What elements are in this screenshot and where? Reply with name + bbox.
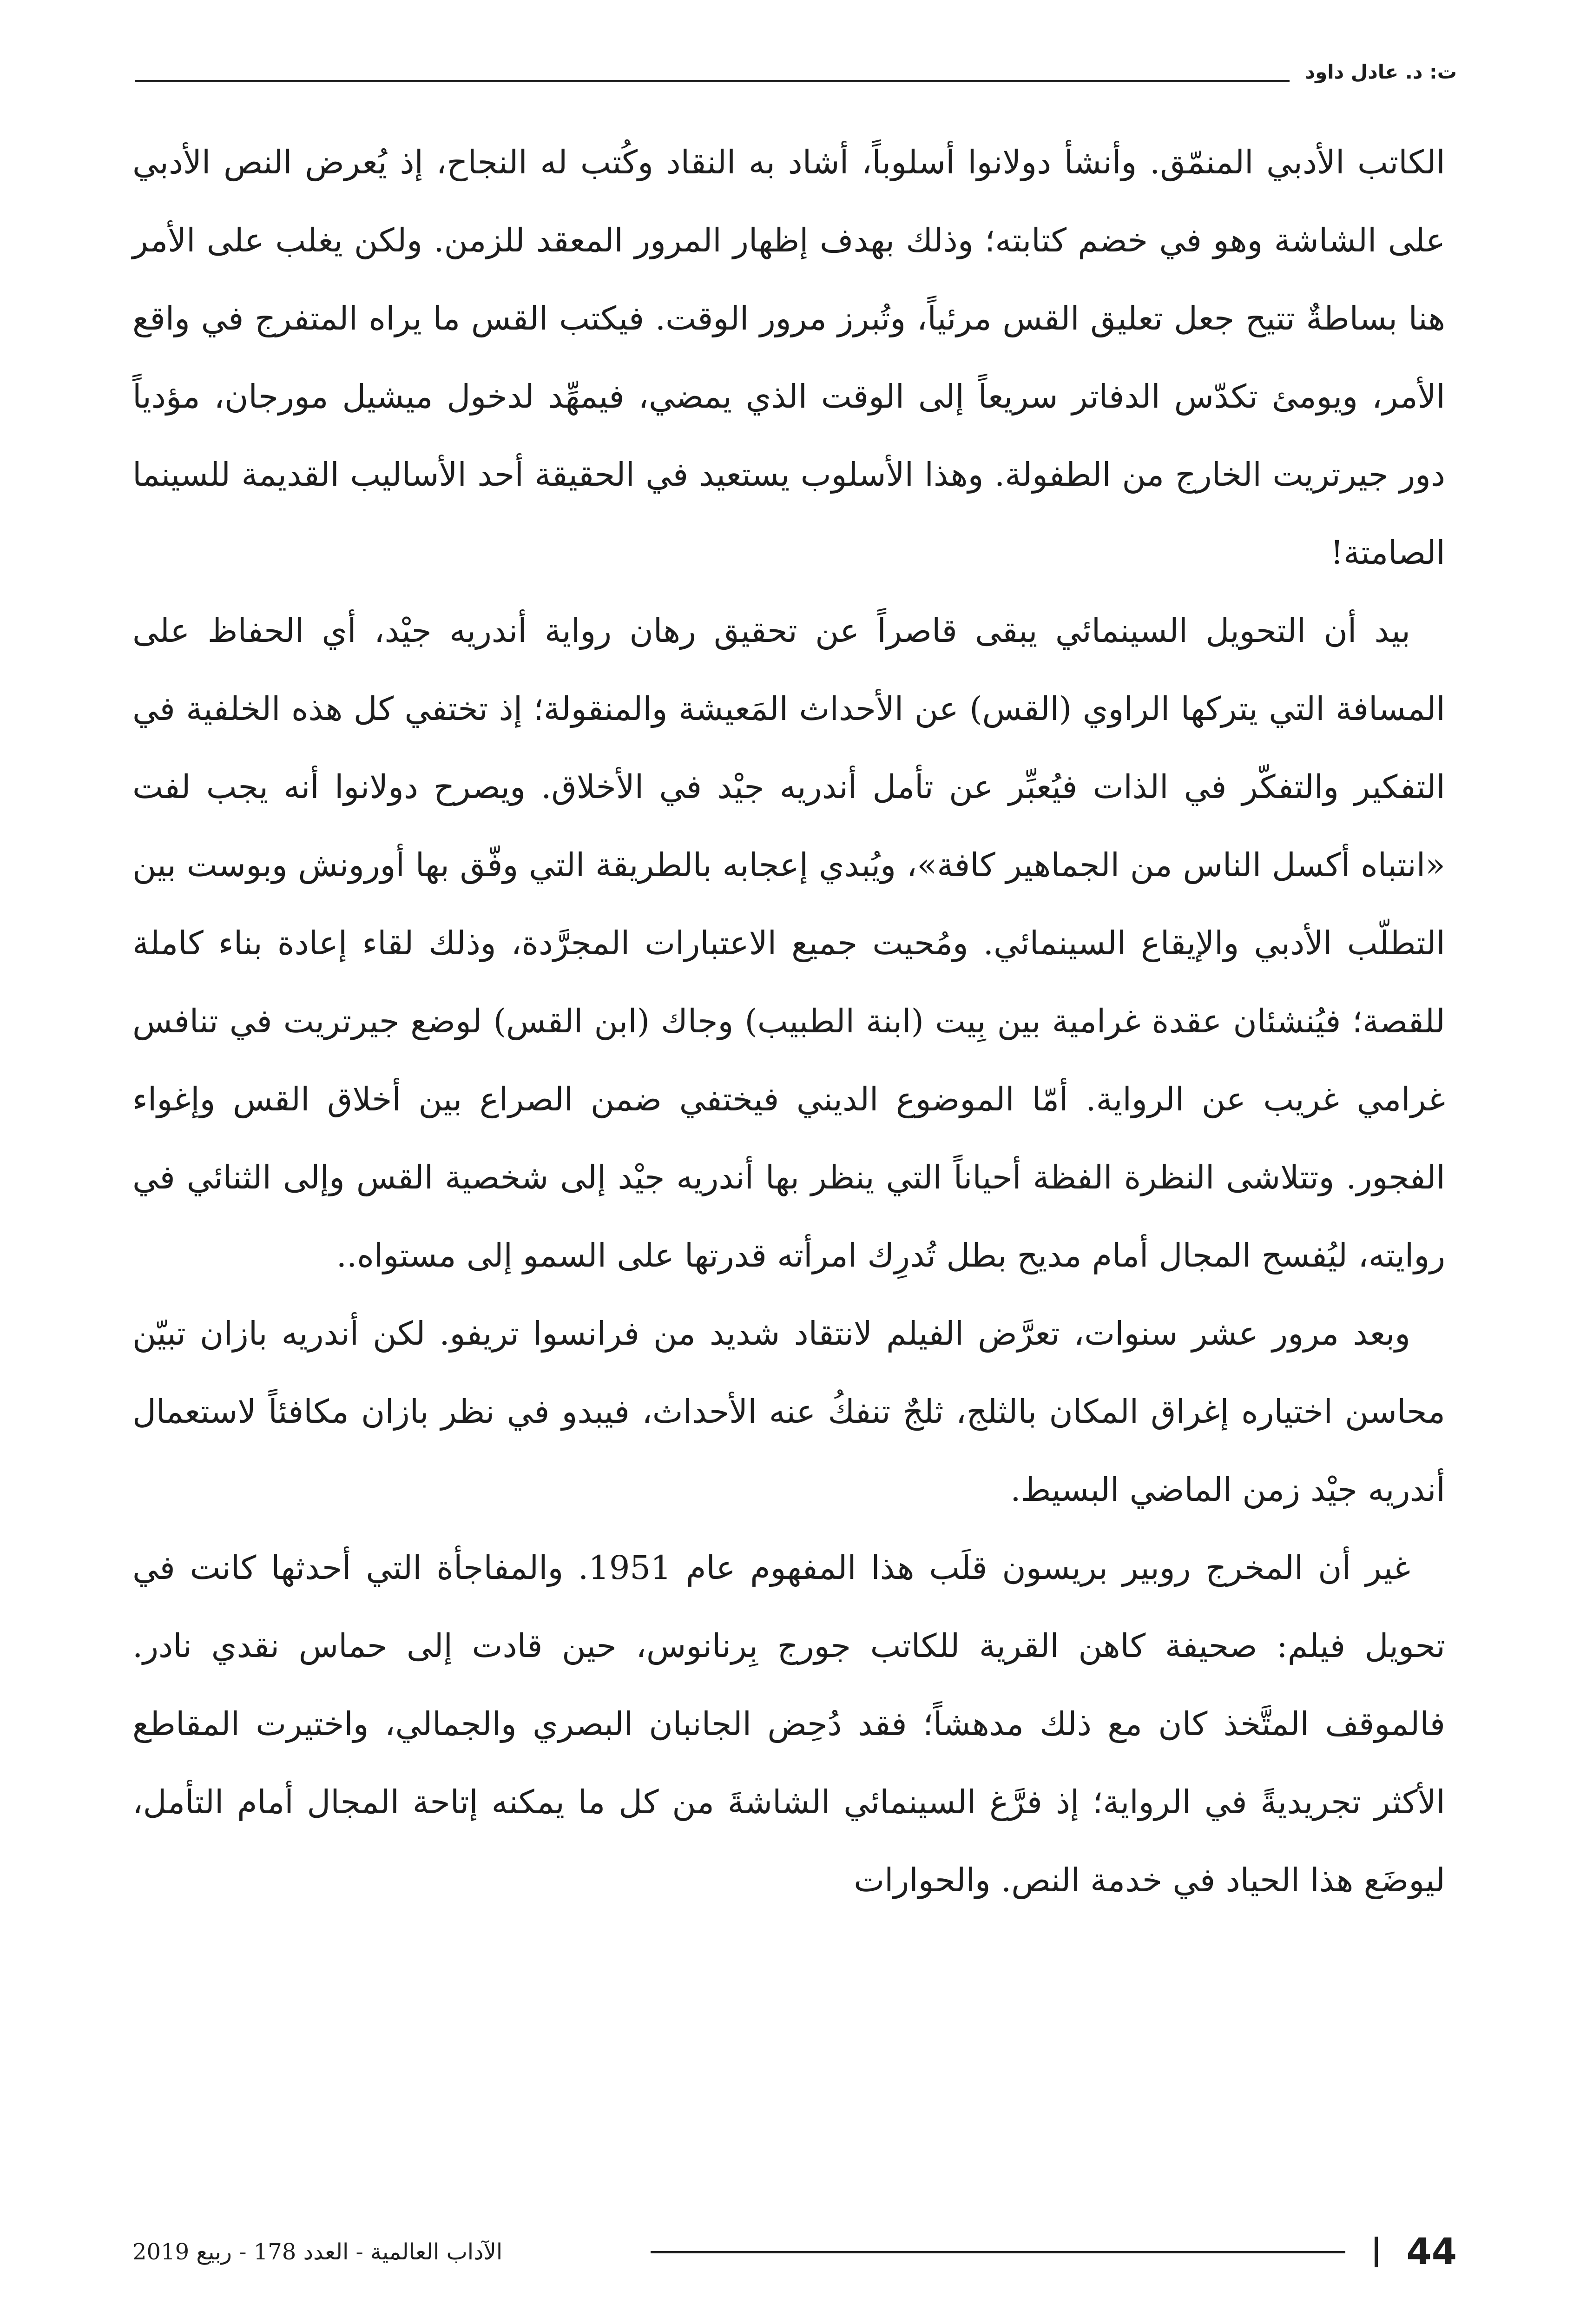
paragraph-1: الكاتب الأدبي المنمّق. وأنشأ دولانوا أسلوباً، أشاد به النقاد وكُتب له النجاح، إذ يُعرض النص الأدبي على الشاشة وهو في خضم كتابته؛ وذلك بهدف إظهار المرور المعقد للزمن. ولكن يغلب على الأمر هنا بساطةٌ تتيح جعل تعليق القس مرئياً، وتُبرز مرور الوقت. فيكتب القس ما يراه المتفرج في واقع الأمر، ويومئ تكدّس الدفاتر سريعاً إلى الوقت الذي يمضي، فيمهِّد لدخول ميشيل مورجان، مؤدياً دور جيرتريت الخارج من الطفولة. وهذا الأسلوب يستعيد في الحقيقة أحد الأساليب القديمة للسينما الصامتة! (132, 143, 1445, 572)
article-body (132, 123, 1445, 1919)
header-author: ت: د. عادل داود (1305, 60, 1457, 83)
header-rule (135, 80, 1290, 82)
paragraph-2: بيد أن التحويل السينمائي يبقى قاصراً عن تحقيق رهان رواية أندريه جيْد، أي الحفاظ على المسافة التي يتركها الراوي (القس) عن الأحداث المَعيشة والمنقولة؛ إذ تختفي كل هذه الخلفية في التفكير والتفكّر في الذات فيُعبِّر عن تأمل أندريه جيْد في الأخلاق. ويصرح دولانوا أنه يجب لفت «انتباه أكسل الناس من الجماهير كافة»، ويُبدي إعجابه بالطريقة التي وفّق بها أورونش وبوست بين التطلّب الأدبي والإيقاع السينمائي. ومُحيت جميع الاعتبارات المجرَّدة، وذلك لقاء إعادة بناء كاملة للقصة؛ فيُنشئان عقدة غرامية بين بِيت (ابنة الطبيب) وجاك (ابن القس) لوضع جيرتريت في تنافس غرامي غريب عن الرواية. أمّا الموضوع الديني فيختفي ضمن الصراع بين أخلاق القس وإغواء الفجور. وتتلاشى النظرة الفظة أحياناً التي ينظر بها أندريه جيْد إلى شخصية القس وإلى الثنائي في روايته، ليُفسح المجال أمام مديح بطل تُدرِك امرأته قدرتها على السمو إلى مستواه.. (132, 612, 1445, 1274)
page-footer (132, 2226, 1457, 2278)
page-number-separator (1375, 2237, 1378, 2267)
paragraph-3: وبعد مرور عشر سنوات، تعرَّض الفيلم لانتقاد شديد من فرانسوا تريفو. لكن أندريه بازان تبيّن محاسن اختياره إغراق المكان بالثلج، ثلجٌ تنفكُ عنه الأحداث، فيبدو في نظر بازان مكافئاً لاستعمال أندريه جيْد زمن الماضي البسيط. (132, 1314, 1445, 1509)
running-header (135, 56, 1457, 102)
page-number: 44 (1406, 2231, 1457, 2273)
journal-issue: الآداب العالمية - العدد 178 - ربيع 2019 (132, 2239, 503, 2265)
paragraph-4: غير أن المخرج روبير بريسون قلَب هذا المفهوم عام 1951. والمفاجأة التي أحدثها كانت في تحويل فيلم: صحيفة كاهن القرية للكاتب جورج بِرنانوس، حين قادت إلى حماس نقدي نادر. فالموقف المتَّخذ كان مع ذلك مدهشاً؛ فقد دُحِض الجانبان البصري والجمالي، واختيرت المقاطع الأكثر تجريديةً في الرواية؛ إذ فرَّغ السينمائي الشاشةَ من كل ما يمكنه إتاحة المجال أمام التأمل، ليوضَع هذا الحياد في خدمة النص. والحوارات (132, 1549, 1445, 1899)
footer-rule (651, 2251, 1345, 2253)
